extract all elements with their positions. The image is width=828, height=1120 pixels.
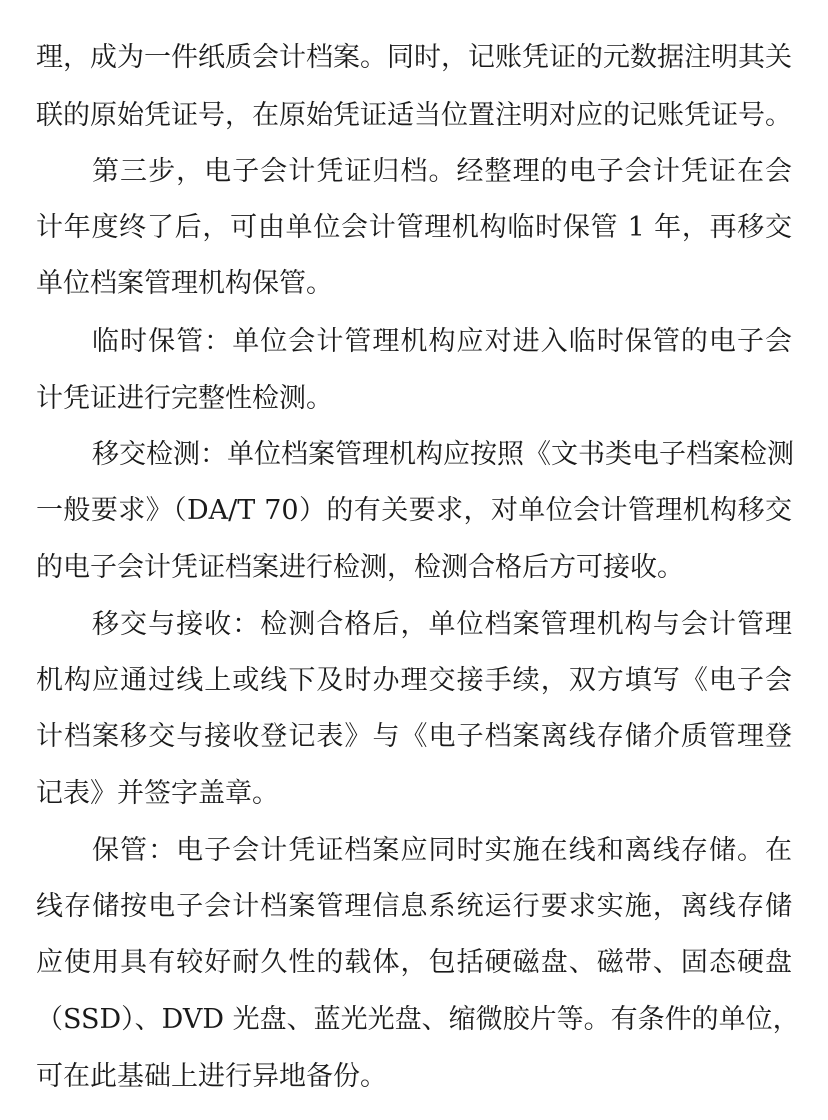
text-line: （SSD）、DVD 光盘、蓝光光盘、缩微胶片等。有条件的单位，	[36, 1004, 800, 1035]
text-line: 的电子会计凭证档案进行检测，检测合格后方可接收。	[36, 552, 684, 583]
text-line: 移交与接收：检测合格后，单位档案管理机构与会计管理	[92, 609, 792, 640]
text-line: 保管：电子会计凭证档案应同时实施在线和离线存储。在	[92, 835, 792, 866]
text-line: 线存储按电子会计档案管理信息系统运行要求实施，离线存储	[36, 891, 792, 922]
text-line: 记表》并签字盖章。	[36, 778, 279, 809]
text-line: 计凭证进行完整性检测。	[36, 383, 333, 414]
text-line: 可在此基础上进行异地备份。	[36, 1061, 387, 1092]
text-line: 计年度终了后，可由单位会计管理机构临时保管 1 年，再移交	[36, 212, 792, 243]
text-line: 联的原始凭证号，在原始凭证适当位置注明对应的记账凭证号。	[36, 100, 792, 131]
text-line: 计档案移交与接收登记表》与《电子档案离线存储介质管理登	[36, 721, 792, 752]
text-line: 移交检测：单位档案管理机构应按照《文书类电子档案检测	[92, 439, 794, 470]
text-line: 理，成为一件纸质会计档案。同时，记账凭证的元数据注明其关	[36, 42, 792, 73]
text-line: 一般要求》（DA/T 70）的有关要求，对单位会计管理机构移交	[36, 495, 792, 526]
text-line: 第三步，电子会计凭证归档。经整理的电子会计凭证在会	[92, 156, 792, 187]
text-line: 机构应通过线上或线下及时办理交接手续，双方填写《电子会	[36, 665, 792, 696]
text-line: 应使用具有较好耐久性的载体，包括硬磁盘、磁带、固态硬盘	[36, 947, 792, 978]
text-line: 临时保管：单位会计管理机构应对进入临时保管的电子会	[92, 326, 792, 357]
text-line: 单位档案管理机构保管。	[36, 268, 333, 299]
